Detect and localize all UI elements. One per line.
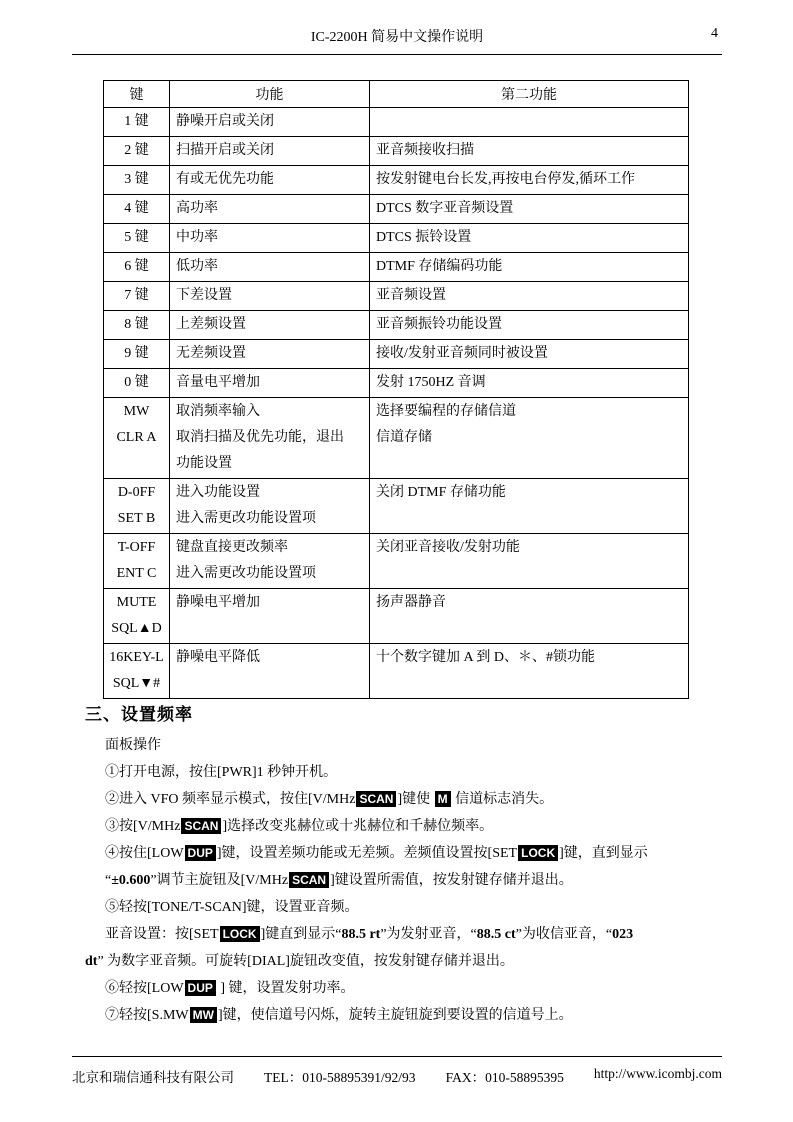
key-cell (104, 253, 170, 282)
second-function-cell (370, 340, 689, 369)
key-cell (104, 166, 170, 195)
cell-line: 低功率 (176, 259, 218, 274)
key-table-body (104, 108, 689, 699)
function-cell (170, 137, 370, 166)
cell-line: 键盘直接更改频率 (176, 540, 288, 555)
text-segment: ]键使 (397, 792, 434, 807)
text-segment: ]键设置所需值，按发射键存储并退出。 (330, 873, 573, 888)
key-cell (104, 137, 170, 166)
table-row (104, 479, 689, 534)
cell-line (376, 109, 682, 135)
table-row (104, 108, 689, 137)
inverted-key-label: SCAN (356, 791, 396, 807)
function-cell (170, 311, 370, 340)
table-header-row (104, 81, 689, 108)
key-cell (104, 534, 170, 589)
bold-value: ±0.600 (111, 873, 151, 888)
text-segment: ④按住[LOW (105, 846, 184, 861)
cell-line: 4 键 (124, 201, 149, 216)
cell-line: 亚音频设置 (376, 288, 446, 303)
text-segment: ②进入 VFO 频率显示模式，按住[V/MHz (105, 792, 356, 807)
second-function-cell (370, 644, 689, 699)
page-header (72, 26, 722, 55)
cell-line: 接收/发射亚音频同时被设置 (376, 346, 548, 361)
cell-line: T-OFF (117, 540, 156, 555)
section-heading: 三、设置频率 (85, 705, 193, 724)
text-line (85, 786, 725, 813)
function-cell (170, 589, 370, 644)
text-segment: ⑥轻按[LOW (105, 981, 184, 996)
text-segment: ” 为数字亚音频。可旋转[DIAL]旋钮改变值，按发射键存储并退出。 (97, 954, 514, 969)
cell-line: ENT C (116, 566, 157, 581)
inverted-key-label: LOCK (220, 926, 260, 942)
page-footer (72, 1056, 722, 1086)
cell-line: 高功率 (176, 201, 218, 216)
cell-line: DTCS 振铃设置 (376, 230, 472, 245)
second-function-cell (370, 166, 689, 195)
table-row (104, 137, 689, 166)
second-function-cell (370, 137, 689, 166)
cell-line: MW (123, 404, 150, 419)
text-segment: ”为收信亚音，“ (515, 927, 613, 942)
cell-line: 关闭亚音接收/发射功能 (376, 540, 520, 555)
inverted-key-label: SCAN (181, 818, 221, 834)
cell-line: 音量电平增加 (176, 375, 260, 390)
table-row (104, 589, 689, 644)
key-cell (104, 589, 170, 644)
cell-line: 有或无优先功能 (176, 172, 274, 187)
cell-line: 扫描开启或关闭 (176, 143, 274, 158)
text-line (85, 867, 725, 894)
text-segment: ①打开电源，按住[PWR]1 秒钟开机。 (105, 765, 338, 780)
cell-line: 无差频设置 (176, 346, 246, 361)
text-segment: ⑦轻按[S.MW (105, 1008, 189, 1023)
cell-line: 0 键 (124, 375, 149, 390)
cell-line: DTCS 数字亚音频设置 (376, 201, 514, 216)
bold-value: dt (85, 954, 98, 969)
section-body (85, 732, 725, 1029)
text-segment: ]键，直到显示 (559, 846, 648, 861)
cell-line: 进入需更改功能设置项 (176, 566, 316, 581)
cell-line: MUTE (116, 595, 157, 610)
key-cell (104, 479, 170, 534)
text-segment: 信道标志消失。 (451, 792, 554, 807)
second-function-cell (370, 311, 689, 340)
bold-value: 023 (612, 927, 634, 942)
function-cell (170, 108, 370, 137)
cell-line: D-0FF (117, 485, 156, 500)
cell-line: 静噪电平增加 (176, 595, 260, 610)
text-segment: ]键，设置差频功能或无差频。差频值设置按[SET (216, 846, 518, 861)
key-cell (104, 311, 170, 340)
table-row (104, 195, 689, 224)
text-segment: ”为发射亚音，“ (380, 927, 477, 942)
cell-line: SQL▲D (111, 621, 162, 636)
text-segment: 面板操作 (105, 738, 161, 753)
cell-line: 取消频率输入 (176, 404, 260, 419)
cell-line: 6 键 (124, 259, 149, 274)
cell-line: 静噪电平降低 (176, 650, 260, 665)
page-number: 4 (711, 26, 718, 41)
column-header-function: 功能 (170, 81, 370, 108)
text-line (85, 894, 725, 921)
cell-line: 8 键 (124, 317, 149, 332)
function-cell (170, 369, 370, 398)
cell-line: 取消扫描及优先功能，退出 (176, 430, 344, 445)
cell-line: 信道存储 (376, 430, 432, 445)
text-line (85, 975, 725, 1002)
key-cell (104, 195, 170, 224)
second-function-cell (370, 108, 689, 137)
text-segment: ③按[V/MHz (105, 819, 181, 834)
cell-line: 进入功能设置 (176, 485, 260, 500)
cell-line: 9 键 (124, 346, 149, 361)
table-row (104, 282, 689, 311)
cell-line: 功能设置 (176, 456, 232, 471)
table-row (104, 166, 689, 195)
text-line (85, 921, 725, 948)
cell-line: 下差设置 (176, 288, 232, 303)
table-row (104, 311, 689, 340)
inverted-key-label: MW (190, 1007, 217, 1023)
text-segment: 亚音设置：按[SET (105, 927, 219, 942)
second-function-cell (370, 253, 689, 282)
second-function-cell (370, 479, 689, 534)
second-function-cell (370, 224, 689, 253)
second-function-cell (370, 369, 689, 398)
inverted-key-label: SCAN (289, 872, 329, 888)
text-segment: ]选择改变兆赫位或十兆赫位和千赫位频率。 (222, 819, 494, 834)
text-line (85, 813, 725, 840)
function-cell (170, 398, 370, 479)
table-row (104, 369, 689, 398)
function-cell (170, 224, 370, 253)
table-row (104, 534, 689, 589)
cell-line: SQL▼# (112, 676, 161, 691)
text-line (85, 840, 725, 867)
key-cell (104, 398, 170, 479)
key-cell (104, 369, 170, 398)
second-function-cell (370, 398, 689, 479)
cell-line: 关闭 DTMF 存储功能 (376, 485, 506, 500)
footer-tel: TEL：010-58895391/92/93 (264, 1070, 416, 1085)
cell-line: SET B (117, 511, 156, 526)
key-function-table (103, 80, 689, 699)
key-cell (104, 282, 170, 311)
cell-line: 上差频设置 (176, 317, 246, 332)
cell-line: 静噪开启或关闭 (176, 114, 274, 129)
text-line (85, 1002, 725, 1029)
key-cell (104, 224, 170, 253)
key-cell (104, 108, 170, 137)
function-cell (170, 195, 370, 224)
column-header-second-function: 第二功能 (370, 81, 689, 108)
inverted-key-label: M (435, 791, 451, 807)
cell-line: 中功率 (176, 230, 218, 245)
key-cell (104, 340, 170, 369)
function-cell (170, 479, 370, 534)
cell-line: 扬声器静音 (376, 595, 446, 610)
text-segment: ”调节主旋钮及[V/MHz (150, 873, 289, 888)
table-row (104, 340, 689, 369)
cell-line: 7 键 (124, 288, 149, 303)
text-segment: ]键，使信道号闪烁，旋转主旋钮旋到要设置的信道号上。 (217, 1008, 573, 1023)
bold-value: 88.5 rt (341, 927, 381, 942)
cell-line: 5 键 (124, 230, 149, 245)
page-title: IC-2200H 简易中文操作说明 (310, 30, 484, 45)
cell-line: 亚音频接收扫描 (376, 143, 474, 158)
function-cell (170, 644, 370, 699)
table-row (104, 644, 689, 699)
inverted-key-label: DUP (185, 980, 216, 996)
function-cell (170, 282, 370, 311)
cell-line: 发射 1750HZ 音调 (376, 375, 486, 390)
cell-line: 3 键 (124, 172, 149, 187)
key-cell (104, 644, 170, 699)
text-line (85, 948, 725, 975)
inverted-key-label: DUP (185, 845, 216, 861)
cell-line: DTMF 存储编码功能 (376, 259, 503, 274)
text-line (85, 732, 725, 759)
cell-line: 亚音频振铃功能设置 (376, 317, 502, 332)
text-segment: “ (105, 873, 112, 888)
text-segment: ⑤轻按[TONE/T-SCAN]键，设置亚音频。 (105, 900, 359, 915)
footer-website: http://www.icombj.com (593, 1066, 722, 1081)
inverted-key-label: LOCK (518, 845, 558, 861)
function-cell (170, 253, 370, 282)
function-cell (170, 340, 370, 369)
cell-line: 2 键 (124, 143, 149, 158)
cell-line: 十个数字键加 A 到 D、＊、#锁功能 (376, 650, 595, 665)
column-header-key: 键 (104, 81, 170, 108)
text-segment: ]键直到显示“ (260, 927, 342, 942)
table-row (104, 398, 689, 479)
text-segment: ] 键，设置发射功率。 (216, 981, 355, 996)
cell-line: 16KEY-L (109, 650, 164, 665)
function-cell (170, 534, 370, 589)
bold-value: 88.5 ct (476, 927, 516, 942)
cell-line: 进入需更改功能设置项 (176, 511, 316, 526)
cell-line: CLR A (116, 430, 157, 445)
second-function-cell (370, 282, 689, 311)
cell-line: 1 键 (124, 114, 149, 129)
second-function-cell (370, 589, 689, 644)
footer-fax: FAX：010-58895395 (445, 1070, 564, 1085)
function-cell (170, 166, 370, 195)
table-row (104, 253, 689, 282)
cell-line: 按发射键电台长发,再按电台停发,循环工作 (376, 172, 635, 187)
second-function-cell (370, 195, 689, 224)
text-line (85, 759, 725, 786)
cell-line: 选择要编程的存储信道 (376, 404, 516, 419)
second-function-cell (370, 534, 689, 589)
footer-company: 北京和瑞信通科技有限公司 (72, 1070, 234, 1085)
table-row (104, 224, 689, 253)
